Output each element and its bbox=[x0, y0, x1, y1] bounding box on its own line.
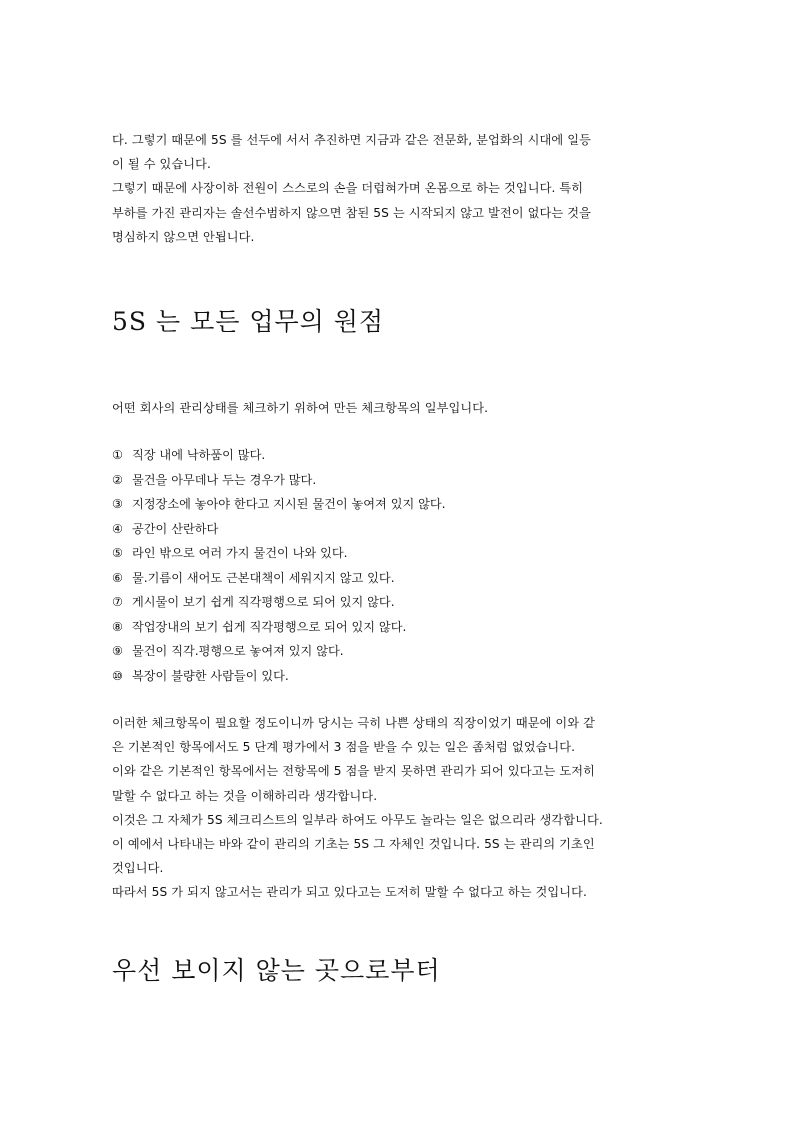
item-text: 물건이 직각.평행으로 놓여져 있지 않다. bbox=[132, 644, 344, 658]
item-text: 게시물이 보기 쉽게 직각평행으로 되어 있지 않다. bbox=[132, 595, 395, 609]
checklist-lead: 어떤 회사의 관리상태를 체크하기 위하여 만든 체크항목의 일부입니다. bbox=[112, 401, 489, 415]
checklist-item bbox=[112, 443, 446, 468]
checklist-item bbox=[112, 664, 446, 689]
text-line: 다. 그렇기 때문에 5S 를 선두에 서서 추진하면 지금과 같은 전문화, 분업화의 시대에 일등 bbox=[112, 133, 591, 147]
text-line: 은 기본적인 항목에서도 5 단계 평가에서 3 점을 받을 수 있는 일은 좀처럼 없었습니다. bbox=[112, 740, 576, 755]
checklist-item bbox=[112, 615, 446, 640]
item-text: 작업장내의 보기 쉽게 직각평행으로 되어 있지 않다. bbox=[132, 619, 407, 634]
checklist-item bbox=[112, 590, 446, 615]
checklist bbox=[112, 443, 446, 688]
item-text: 공간이 산란하다 bbox=[132, 521, 219, 536]
text-line: 이 될 수 있습니다. bbox=[112, 157, 212, 172]
text-line: 명심하지 않으면 안됩니다. bbox=[112, 229, 255, 244]
checklist-item bbox=[112, 639, 446, 664]
section-heading-invisible-places: 우선 보이지 않는 곳으로부터 bbox=[112, 956, 441, 985]
text-line: 따라서 5S 가 되지 않고서는 관리가 되고 있다고는 도저히 말할 수 없다고 하는 것입니다. bbox=[112, 885, 588, 900]
item-number: ⑦ bbox=[112, 595, 123, 609]
section-heading-5s-origin: 5S 는 모든 업무의 원점 bbox=[112, 307, 385, 336]
text-line: 이와 같은 기본적인 항목에서는 전항목에 5 점을 받지 못하면 관리가 되어 있다고는 도저히 bbox=[112, 764, 595, 779]
checklist-item bbox=[112, 517, 446, 542]
text-line: 이 예에서 나타내는 바와 같이 관리의 기초는 5S 그 자체인 것입니다. 5S 는 관리의 기초인 bbox=[112, 837, 595, 852]
item-number: ② bbox=[112, 472, 123, 487]
checklist-item bbox=[112, 468, 446, 493]
item-number: ⑩ bbox=[112, 668, 123, 683]
item-number: ⑧ bbox=[112, 619, 123, 634]
text-line: 그렇기 때문에 사장이하 전원이 스스로의 손을 더럽혀가며 온몸으로 하는 것입니다. 특히 bbox=[112, 181, 584, 196]
text-line: 이러한 체크항목이 필요할 정도이니까 당시는 극히 나쁜 상태의 직장이었기 때문에 이와 같 bbox=[112, 716, 596, 730]
text-line: 것입니다. bbox=[112, 861, 164, 876]
item-number: ① bbox=[112, 448, 123, 462]
item-number: ④ bbox=[112, 521, 123, 536]
item-text: 물.기름이 새어도 근본대책이 세워지지 않고 있다. bbox=[132, 570, 395, 585]
checklist-item bbox=[112, 492, 446, 517]
text-line: 이것은 그 자체가 5S 체크리스트의 일부라 하여도 아무도 놀라는 일은 없으리라 생각합니다. bbox=[112, 812, 603, 827]
body-paragraph bbox=[112, 711, 684, 905]
item-text: 직장 내에 낙하품이 많다. bbox=[132, 448, 266, 462]
item-number: ⑤ bbox=[112, 546, 123, 560]
item-text: 지정장소에 놓아야 한다고 지시된 물건이 놓여져 있지 않다. bbox=[132, 497, 446, 511]
intro-paragraph bbox=[112, 128, 684, 249]
item-text: 복장이 불량한 사람들이 있다. bbox=[132, 668, 289, 683]
item-number: ⑥ bbox=[112, 570, 123, 585]
item-number: ③ bbox=[112, 497, 123, 511]
text-line: 부하를 가진 관리자는 솔선수범하지 않으면 참된 5S 는 시작되지 않고 발전이 없다는 것을 bbox=[112, 205, 591, 220]
item-text: 라인 밖으로 여러 가지 물건이 나와 있다. bbox=[132, 546, 348, 560]
item-number: ⑨ bbox=[112, 644, 123, 658]
checklist-item bbox=[112, 566, 446, 591]
item-text: 물건을 아무데나 두는 경우가 많다. bbox=[132, 472, 317, 487]
checklist-item bbox=[112, 541, 446, 566]
text-line: 말할 수 없다고 하는 것을 이해하리라 생각합니다. bbox=[112, 788, 378, 803]
